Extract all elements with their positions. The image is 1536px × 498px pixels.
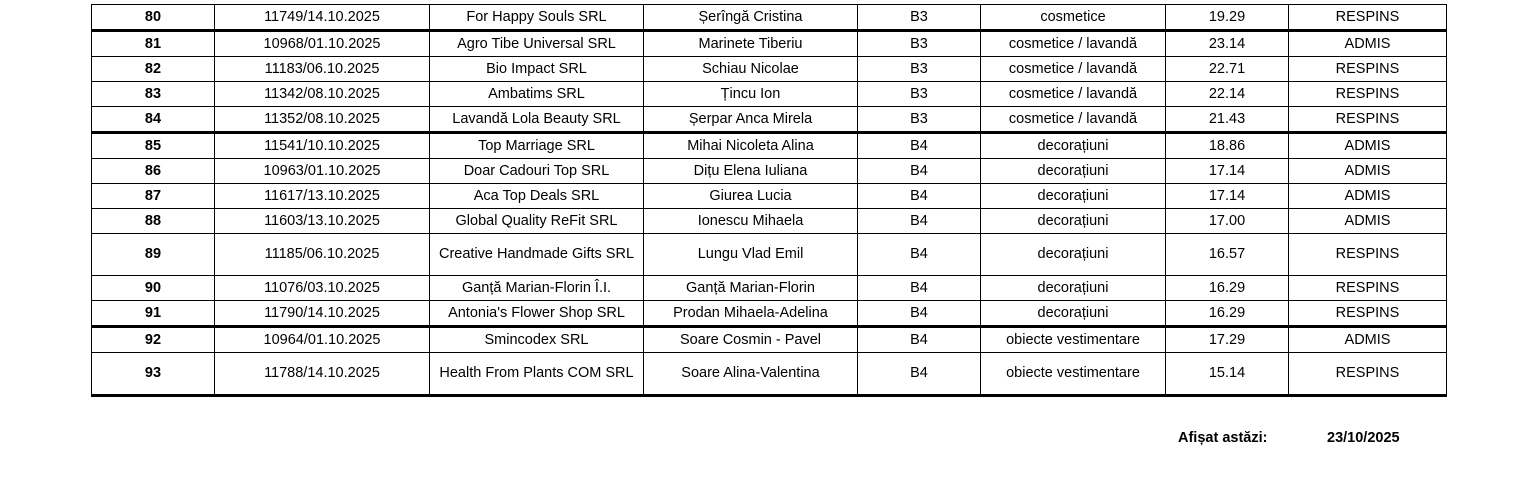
row-number-cell: 81: [92, 31, 215, 57]
product-category-cell: obiecte vestimentare: [981, 353, 1166, 396]
sector-cell: B4: [858, 353, 981, 396]
score-cell: 16.29: [1166, 301, 1289, 327]
sector-cell: B4: [858, 234, 981, 276]
score-cell: 21.43: [1166, 107, 1289, 133]
representative-name-cell: Marinete Tiberiu: [644, 31, 858, 57]
status-cell: RESPINS: [1289, 234, 1447, 276]
company-name-cell: Bio Impact SRL: [430, 57, 644, 82]
table-row: [92, 57, 1447, 82]
table-row: [92, 327, 1447, 353]
sector-cell: B4: [858, 327, 981, 353]
product-category-cell: cosmetice / lavandă: [981, 107, 1166, 133]
status-cell: ADMIS: [1289, 327, 1447, 353]
display-date-value: 23/10/2025: [1327, 430, 1400, 446]
score-cell: 15.14: [1166, 353, 1289, 396]
representative-name-cell: Lungu Vlad Emil: [644, 234, 858, 276]
representative-name-cell: Șerpar Anca Mirela: [644, 107, 858, 133]
table-row: [92, 107, 1447, 133]
row-number-cell: 91: [92, 301, 215, 327]
table-row: [92, 31, 1447, 57]
row-number-cell: 89: [92, 234, 215, 276]
registration-number-cell: 11076/03.10.2025: [215, 276, 430, 301]
company-name-cell: Top Marriage SRL: [430, 133, 644, 159]
registration-number-cell: 11185/06.10.2025: [215, 234, 430, 276]
row-number-cell: 80: [92, 5, 215, 31]
representative-name-cell: Dițu Elena Iuliana: [644, 159, 858, 184]
representative-name-cell: Mihai Nicoleta Alina: [644, 133, 858, 159]
product-category-cell: decorațiuni: [981, 301, 1166, 327]
company-name-cell: Ambatims SRL: [430, 82, 644, 107]
registration-number-cell: 11352/08.10.2025: [215, 107, 430, 133]
score-cell: 22.71: [1166, 57, 1289, 82]
score-cell: 16.57: [1166, 234, 1289, 276]
company-name-cell: For Happy Souls SRL: [430, 5, 644, 31]
representative-name-cell: Schiau Nicolae: [644, 57, 858, 82]
representative-name-cell: Prodan Mihaela-Adelina: [644, 301, 858, 327]
table-row: [92, 353, 1447, 396]
status-cell: RESPINS: [1289, 276, 1447, 301]
sector-cell: B3: [858, 107, 981, 133]
product-category-cell: decorațiuni: [981, 159, 1166, 184]
company-name-cell: Doar Cadouri Top SRL: [430, 159, 644, 184]
representative-name-cell: Țincu Ion: [644, 82, 858, 107]
row-number-cell: 92: [92, 327, 215, 353]
status-cell: ADMIS: [1289, 133, 1447, 159]
company-name-cell: Lavandă Lola Beauty SRL: [430, 107, 644, 133]
representative-name-cell: Soare Alina-Valentina: [644, 353, 858, 396]
status-cell: RESPINS: [1289, 5, 1447, 31]
sector-cell: B4: [858, 276, 981, 301]
representative-name-cell: Ganță Marian-Florin: [644, 276, 858, 301]
table-row: [92, 234, 1447, 276]
sector-cell: B4: [858, 159, 981, 184]
table-row: [92, 276, 1447, 301]
table-row: [92, 5, 1447, 31]
registration-number-cell: 10968/01.10.2025: [215, 31, 430, 57]
company-name-cell: Ganță Marian-Florin Î.I.: [430, 276, 644, 301]
status-cell: ADMIS: [1289, 209, 1447, 234]
registration-number-cell: 11603/13.10.2025: [215, 209, 430, 234]
registration-number-cell: 11183/06.10.2025: [215, 57, 430, 82]
row-number-cell: 87: [92, 184, 215, 209]
product-category-cell: decorațiuni: [981, 184, 1166, 209]
representative-name-cell: Giurea Lucia: [644, 184, 858, 209]
table-body: [92, 5, 1447, 396]
score-cell: 22.14: [1166, 82, 1289, 107]
score-cell: 16.29: [1166, 276, 1289, 301]
registration-number-cell: 11749/14.10.2025: [215, 5, 430, 31]
company-name-cell: Antonia's Flower Shop SRL: [430, 301, 644, 327]
row-number-cell: 83: [92, 82, 215, 107]
registration-number-cell: 10963/01.10.2025: [215, 159, 430, 184]
score-cell: 18.86: [1166, 133, 1289, 159]
product-category-cell: cosmetice / lavandă: [981, 82, 1166, 107]
status-cell: RESPINS: [1289, 301, 1447, 327]
representative-name-cell: Soare Cosmin - Pavel: [644, 327, 858, 353]
row-number-cell: 86: [92, 159, 215, 184]
status-cell: RESPINS: [1289, 82, 1447, 107]
display-date-label: Afișat astăzi:: [1178, 430, 1268, 446]
score-cell: 19.29: [1166, 5, 1289, 31]
registration-number-cell: 11788/14.10.2025: [215, 353, 430, 396]
score-cell: 17.00: [1166, 209, 1289, 234]
status-cell: ADMIS: [1289, 184, 1447, 209]
representative-name-cell: Ionescu Mihaela: [644, 209, 858, 234]
sector-cell: B4: [858, 133, 981, 159]
product-category-cell: obiecte vestimentare: [981, 327, 1166, 353]
score-cell: 17.14: [1166, 159, 1289, 184]
status-cell: ADMIS: [1289, 31, 1447, 57]
table-row: [92, 209, 1447, 234]
row-number-cell: 88: [92, 209, 215, 234]
registration-number-cell: 11790/14.10.2025: [215, 301, 430, 327]
row-number-cell: 82: [92, 57, 215, 82]
score-cell: 17.29: [1166, 327, 1289, 353]
row-number-cell: 90: [92, 276, 215, 301]
row-number-cell: 84: [92, 107, 215, 133]
table-row: [92, 301, 1447, 327]
product-category-cell: cosmetice / lavandă: [981, 57, 1166, 82]
table-row: [92, 133, 1447, 159]
row-number-cell: 85: [92, 133, 215, 159]
sector-cell: B3: [858, 5, 981, 31]
status-cell: ADMIS: [1289, 159, 1447, 184]
score-cell: 17.14: [1166, 184, 1289, 209]
company-name-cell: Global Quality ReFit SRL: [430, 209, 644, 234]
results-table: [91, 4, 1447, 397]
product-category-cell: decorațiuni: [981, 276, 1166, 301]
product-category-cell: decorațiuni: [981, 234, 1166, 276]
table-row: [92, 82, 1447, 107]
table-row: [92, 184, 1447, 209]
sector-cell: B4: [858, 301, 981, 327]
product-category-cell: decorațiuni: [981, 133, 1166, 159]
registration-number-cell: 11617/13.10.2025: [215, 184, 430, 209]
sector-cell: B3: [858, 57, 981, 82]
product-category-cell: decorațiuni: [981, 209, 1166, 234]
sector-cell: B4: [858, 184, 981, 209]
company-name-cell: Smincodex SRL: [430, 327, 644, 353]
product-category-cell: cosmetice / lavandă: [981, 31, 1166, 57]
status-cell: RESPINS: [1289, 353, 1447, 396]
company-name-cell: Health From Plants COM SRL: [430, 353, 644, 396]
sector-cell: B3: [858, 82, 981, 107]
company-name-cell: Aca Top Deals SRL: [430, 184, 644, 209]
company-name-cell: Agro Tibe Universal SRL: [430, 31, 644, 57]
company-name-cell: Creative Handmade Gifts SRL: [430, 234, 644, 276]
product-category-cell: cosmetice: [981, 5, 1166, 31]
row-number-cell: 93: [92, 353, 215, 396]
sector-cell: B3: [858, 31, 981, 57]
registration-number-cell: 11342/08.10.2025: [215, 82, 430, 107]
registration-number-cell: 11541/10.10.2025: [215, 133, 430, 159]
sector-cell: B4: [858, 209, 981, 234]
registration-number-cell: 10964/01.10.2025: [215, 327, 430, 353]
score-cell: 23.14: [1166, 31, 1289, 57]
status-cell: RESPINS: [1289, 57, 1447, 82]
representative-name-cell: Șerîngă Cristina: [644, 5, 858, 31]
table-row: [92, 159, 1447, 184]
status-cell: RESPINS: [1289, 107, 1447, 133]
